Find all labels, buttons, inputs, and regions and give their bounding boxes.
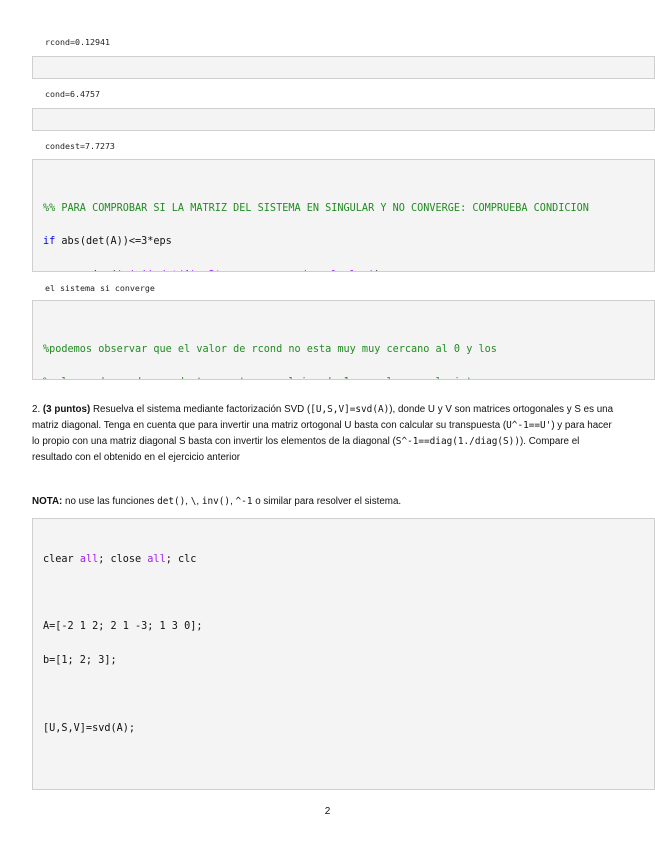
code-block-condest[interactable] xyxy=(32,108,655,131)
exercise-2-statement: 2. (3 puntos) Resuelva el sistema mediante factorización SVD ([U,S,V]=svd(A)), donde U y V son matrices ortogonales y S es una matriz diagonal. Tenga en cuenta que para invertir una matriz ortogonal U basta con calcular su transpuesta (U^-1==U') y para hacer lo propio con una matriz diagonal S basta con invertir los elementos de la diagonal (S^-1==diag(1./diag(S))). Compare el resultado con el obtenido en el ejercicio anterior xyxy=(32,404,614,463)
code-comment: %% PARA COMPROBAR SI LA MATRIZ DEL SISTEMA EN SINGULAR Y NO CONVERGE: COMPRUEBA CONDICION xyxy=(43,202,589,214)
code-block-cond[interactable] xyxy=(32,56,655,79)
output-converge: el sistema si converge xyxy=(45,283,155,293)
code-line xyxy=(43,270,654,272)
code-line: if abs(det(A))<=3*eps xyxy=(43,236,172,248)
code-comment: %podemos observar que el valor de rcond no esta muy muy cercano al 0 y los xyxy=(43,343,497,355)
output-condest: condest=7.7273 xyxy=(45,141,115,151)
code-line: b=[1; 2; 3]; xyxy=(43,655,117,667)
code-line: A=[-2 1 2; 2 1 -3; 1 3 0]; xyxy=(43,621,203,633)
page-number: 2 xyxy=(324,806,331,817)
code-block-svd[interactable] xyxy=(32,518,655,790)
nota-statement: NOTA: no use las funciones det(), \, inv(), ^-1 o similar para resolver el sistema. xyxy=(32,496,402,507)
output-cond: cond=6.4757 xyxy=(45,89,100,99)
code-comment xyxy=(43,377,654,380)
code-block-check-singular[interactable] xyxy=(32,159,655,272)
nota-label: NOTA: xyxy=(32,496,63,507)
code-line: clear all; close all; clc xyxy=(43,553,197,565)
code-block-analysis-comment[interactable] xyxy=(32,300,655,380)
output-rcond: rcond=0.12941 xyxy=(45,37,110,47)
exercise-points: (3 puntos) xyxy=(42,404,91,415)
code-line: [U,S,V]=svd(A); xyxy=(43,723,136,735)
